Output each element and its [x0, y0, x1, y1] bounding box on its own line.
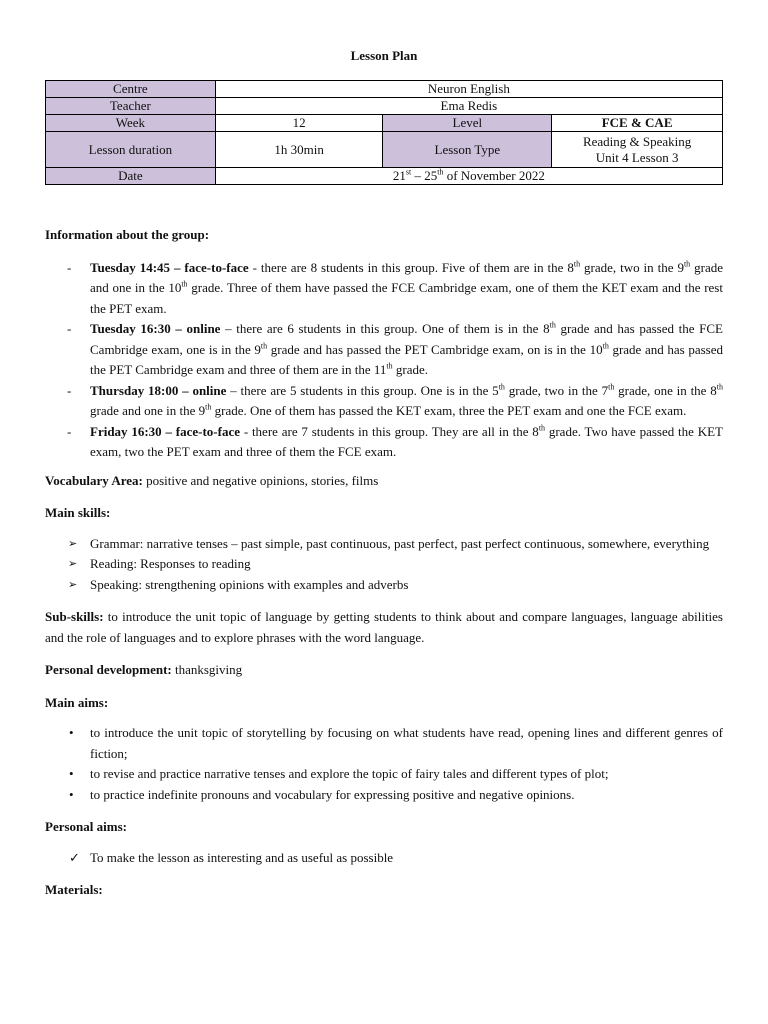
arrow-icon: ➢	[68, 537, 78, 550]
table-row	[46, 81, 723, 98]
main-aims-heading: Main aims:	[45, 694, 109, 710]
personal-aims-heading: Personal aims:	[45, 819, 127, 834]
level-label: Level	[383, 115, 552, 132]
table-row	[46, 132, 723, 168]
lesson-content	[45, 225, 723, 901]
sub-skills: Sub-skills: to introduce the unit topic of language by getting students to think about and compare languages, language abilities and the role of languages and to explore phrases with the word language.	[45, 609, 723, 645]
list-item: • to introduce the unit topic of storytelling by focusing on what students have read, opening lines and different genres of fiction;	[69, 725, 723, 761]
table-row	[46, 115, 723, 132]
list-item: • to revise and practice narrative tenses and explore the topic of fairy tales and different types of plot;	[45, 764, 723, 785]
personal-development: Personal development: thanksgiving	[45, 662, 243, 677]
table-row	[46, 168, 723, 185]
teacher-value: Ema Redis	[215, 98, 722, 115]
page-title: Lesson Plan	[350, 48, 418, 63]
type-value	[552, 132, 723, 168]
list-item: - Friday 16:30 – face-to-face - there are 7 students in this group. They are all in the 8th grade. Two have passed the KET exam, two the PET exam and three of them the FCE exam.	[67, 423, 724, 459]
list-item: • to practice indefinite pronouns and vocabulary for expressing positive and negative opinions.	[45, 785, 723, 806]
week-value: 12	[215, 115, 383, 132]
bullet-icon: •	[69, 766, 74, 781]
list-item: ➢ Grammar: narrative tenses – past simple, past continuous, past perfect, past perfect continuous, somewhere, everything	[45, 534, 723, 555]
lesson-info-table	[45, 80, 723, 185]
arrow-icon: ➢	[68, 558, 78, 570]
type-value-line2: Unit 4 Lesson 3	[595, 149, 679, 165]
type-label: Lesson Type	[383, 132, 552, 168]
personal-aims-list	[45, 848, 723, 869]
date-value: 21st – 25th of November 2022	[215, 168, 722, 185]
table-row	[46, 98, 723, 115]
materials-heading: Materials:	[45, 882, 103, 897]
vocabulary-area: Vocabulary Area: positive and negative opinions, stories, films	[45, 472, 379, 488]
centre-label: Centre	[46, 81, 216, 98]
list-item: ➢ Reading: Responses to reading	[45, 554, 723, 575]
list-item: ➢ Speaking: strengthening opinions with examples and adverbs	[45, 575, 723, 596]
main-skills-list	[45, 534, 723, 596]
arrow-icon: ➢	[68, 578, 78, 591]
centre-value: Neuron English	[215, 81, 722, 98]
level-value: FCE & CAE	[552, 115, 723, 132]
list-item: - Thursday 18:00 – online – there are 5 students in this group. One is in the 5th grade, two in the 7th grade, one in the 8th grade and one in the 9th grade. One of them has passed the KET exam, three the PET exam and one the FCE exam.	[67, 382, 723, 418]
list-item: ✓ To make the lesson as interesting and as useful as possible	[45, 848, 723, 869]
duration-label: Lesson duration	[46, 132, 216, 168]
check-icon: ✓	[69, 849, 80, 865]
type-value-line1: Reading & Speaking	[582, 133, 692, 149]
week-label: Week	[46, 115, 216, 132]
duration-value: 1h 30min	[215, 132, 383, 168]
date-label: Date	[46, 168, 216, 185]
list-item: - Tuesday 16:30 – online – there are 6 students in this group. One of them is in the 8th grade and has passed the FCE Cambridge exam, one is in the 9th grade and has passed the PET Cambridge exam, on is in the 10th grade and has passed the PET Cambridge exam and three of them are in the 11th grade.	[67, 320, 723, 377]
bullet-icon: •	[69, 786, 74, 802]
group-info-heading: Information about the group:	[45, 227, 210, 242]
bullet-icon: •	[69, 725, 74, 740]
main-skills-heading: Main skills:	[45, 505, 111, 520]
group-list	[45, 258, 723, 463]
main-aims-list	[45, 723, 723, 805]
list-item: - Tuesday 14:45 – face-to-face - there are 8 students in this group. Five of them are in the 8th grade, two in the 9th grade and one in the 10th grade. Three of them have passed the FCE Cambridge exam, one of them the KET exam and the rest the PET exam.	[67, 259, 723, 316]
teacher-label: Teacher	[46, 98, 216, 115]
